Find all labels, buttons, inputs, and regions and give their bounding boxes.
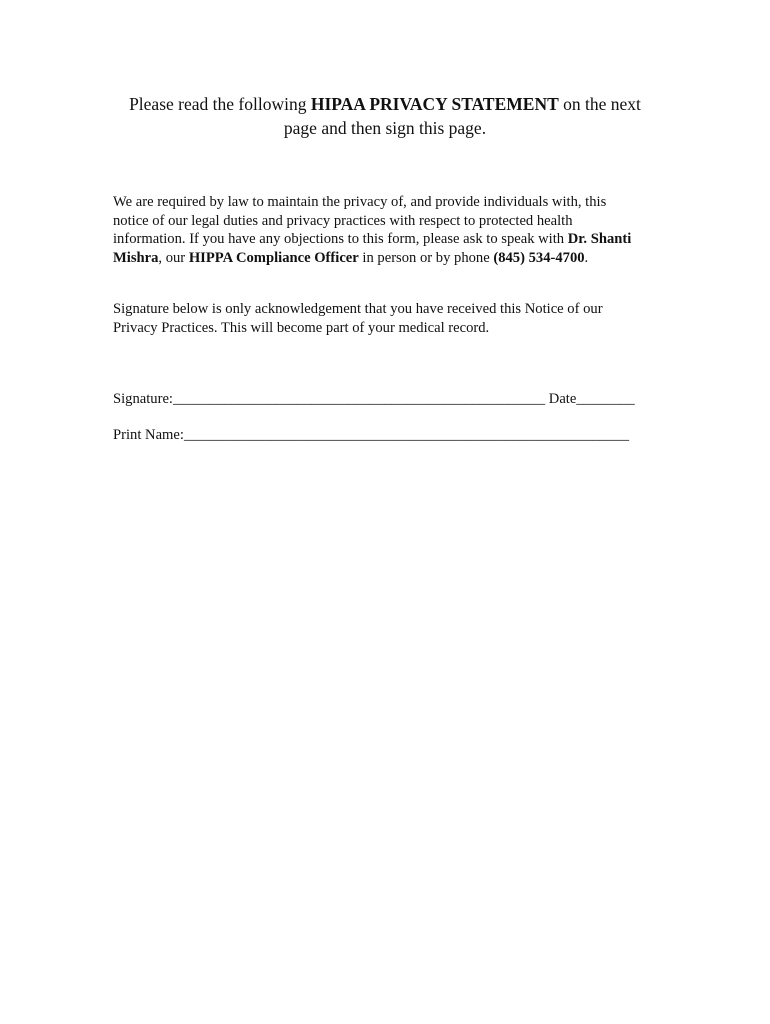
- notice-line-1: We are required by law to maintain the privacy of, and provide individuals with, this: [113, 194, 607, 210]
- officer-phone: (845) 534-4700: [493, 249, 585, 266]
- notice-line-3-text: information. If you have any objections to this form, please ask to speak with: [113, 231, 568, 247]
- acknowledgement-line-2: Privacy Practices. This will become part of your medical record.: [113, 319, 490, 336]
- print-name-field[interactable]: _____________________________________________________________: [183, 427, 630, 443]
- heading-line-2: page and then sign this page.: [283, 118, 487, 138]
- heading-prefix: Please read the following: [129, 94, 311, 114]
- officer-title: HIPPA Compliance Officer: [188, 249, 359, 266]
- signature-label: Signature:: [113, 391, 173, 407]
- notice-line-4: [113, 249, 663, 268]
- heading-suffix: on the next: [558, 94, 641, 114]
- heading-bold-title: HIPAA PRIVACY STATEMENT: [310, 94, 559, 114]
- officer-first-name: Dr. Shanti: [567, 231, 632, 247]
- notice-line-4-end: .: [584, 249, 589, 266]
- privacy-notice-paragraph: [113, 193, 663, 267]
- signature-row: [113, 390, 635, 408]
- acknowledgement-paragraph: [113, 300, 663, 337]
- page-heading: [100, 92, 670, 140]
- notice-line-4-text-2: in person or by phone: [358, 249, 494, 266]
- acknowledgement-line-1: Signature below is only acknowledgement that you have received this Notice of our: [113, 301, 603, 317]
- print-name-label: Print Name:: [113, 427, 184, 443]
- date-field[interactable]: ________: [576, 391, 635, 407]
- print-name-row: [113, 426, 629, 444]
- notice-line-2: notice of our legal duties and privacy practices with respect to protected health: [113, 212, 573, 229]
- notice-line-4-text-1: , our: [158, 249, 189, 266]
- date-label: Date: [545, 391, 577, 407]
- officer-last-name: Mishra: [113, 249, 159, 266]
- signature-field[interactable]: ___________________________________________________: [173, 391, 546, 407]
- notice-line-3: [113, 230, 663, 249]
